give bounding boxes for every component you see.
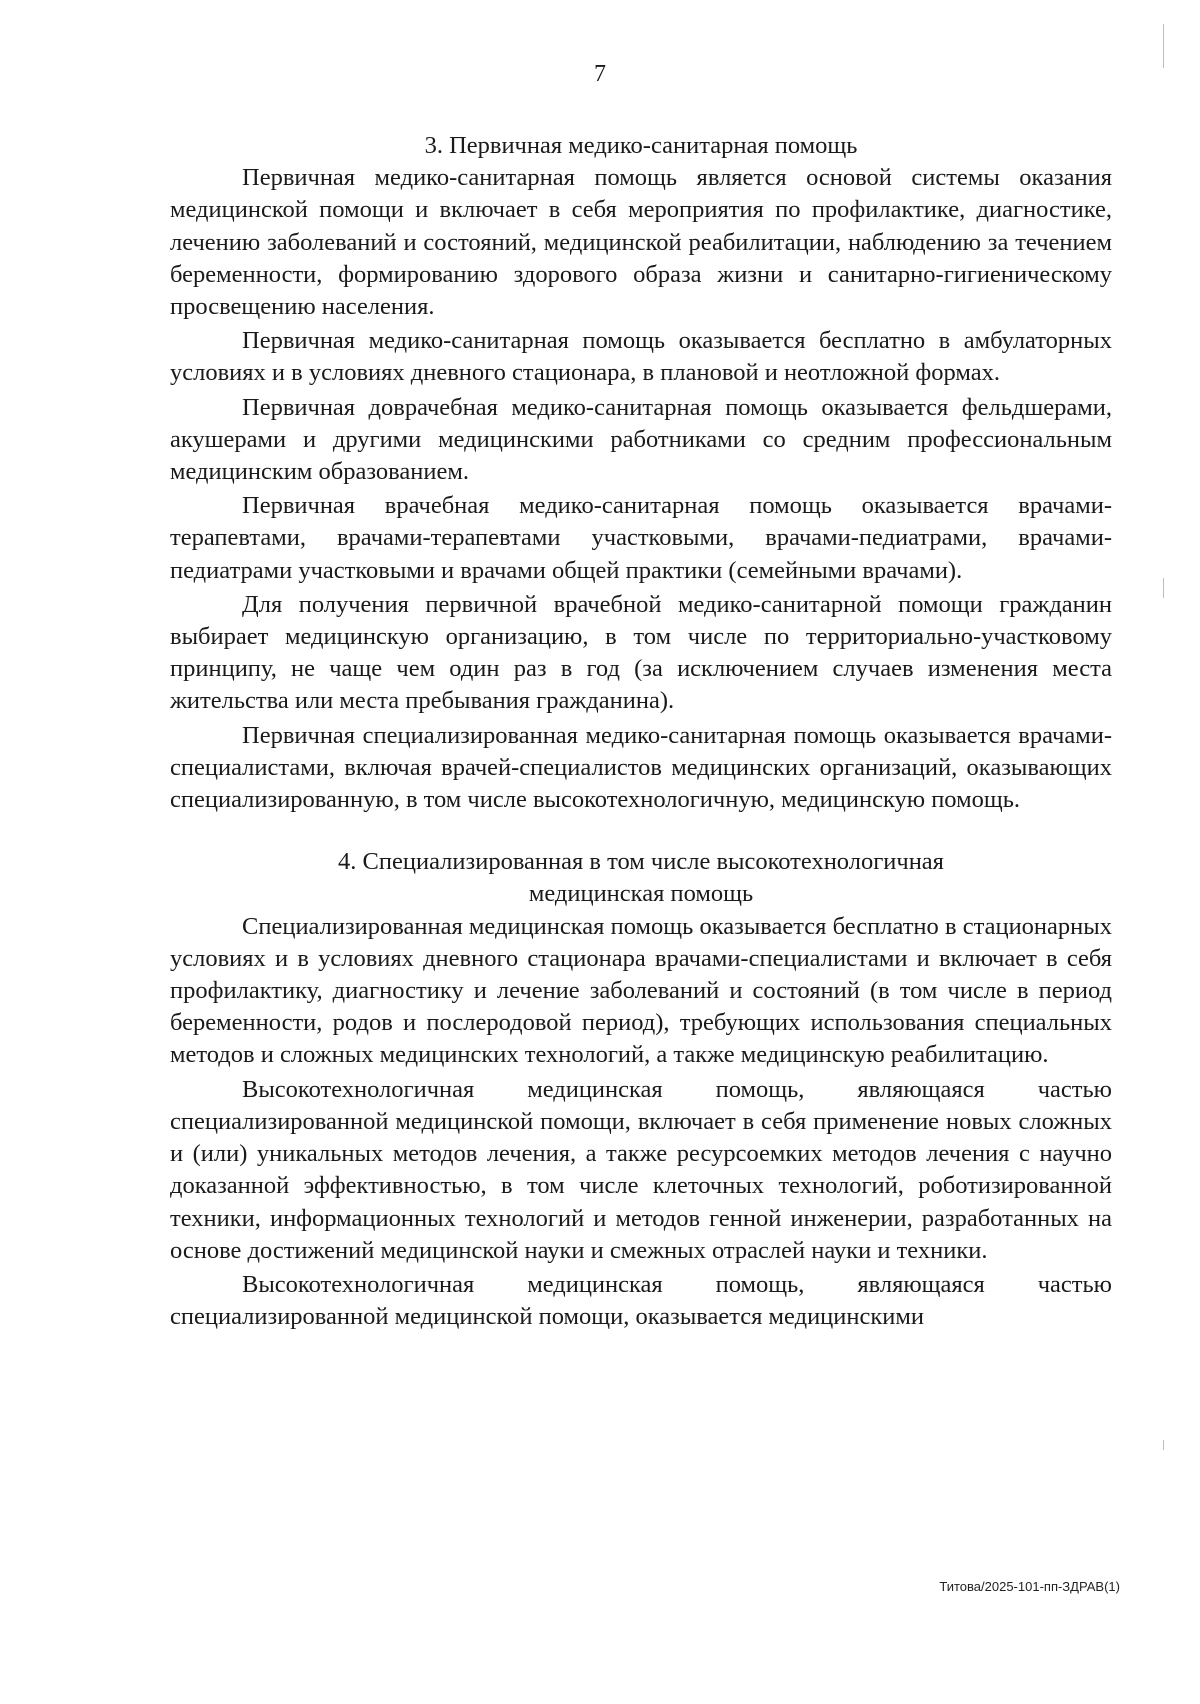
heading-line: 3. Первичная медико-санитарная помощь (424, 132, 858, 159)
paragraph: Первичная врачебная медико-санитарная помощь оказывается врачами-терапевтами, врачами-терапевтами участковыми, врачами-педиатрами, врачами-педиатрами участковыми и врачами общей практики (семейными врачами). (170, 492, 1112, 584)
section-primary-care (170, 130, 1112, 816)
section-heading (170, 846, 1112, 910)
document-reference-code: Титова/2025-101-пп-ЗДРАВ(1) (939, 1579, 1120, 1594)
page-number: 7 (594, 61, 606, 87)
paragraph: Специализированная медицинская помощь оказывается бесплатно в стационарных условиях и в условиях дневного стационара врачами-специалистами и включает в себя профилактику, диагностику и лечение заболеваний и состояний (в том числе в период беременности, родов и послеродовой период), требующих использования специальных методов и сложных медицинских технологий, а также медицинскую реабилитацию. (170, 912, 1112, 1069)
paragraph: Первичная медико-санитарная помощь оказывается бесплатно в амбулаторных условиях и в условиях дневного стационара, в плановой и неотложной формах. (170, 327, 1112, 387)
paragraph: Первичная медико-санитарная помощь является основой системы оказания медицинской помощи и включает в себя мероприятия по профилактике, диагностике, лечению заболеваний и состояний, медицинской реабилитации, наблюдению за течением беременности, формированию здорового образа жизни и санитарно-гигиеническому просвещению населения. (170, 164, 1112, 321)
paragraph: Для получения первичной врачебной медико-санитарной помощи гражданин выбирает медицинскую организацию, в том числе по территориально-участковому принципу, не чаще чем один раз в год (за исключением случаев изменения места жительства или места пребывания гражданина). (170, 590, 1112, 715)
section-specialized-care (170, 846, 1112, 1333)
heading-line: 4. Специализированная в том числе высокотехнологичная (338, 848, 944, 876)
paragraph: Высокотехнологичная медицинская помощь, являющаяся частью специализированной медицинской помощи, оказывается медицинскими (170, 1270, 1112, 1331)
paragraph: Высокотехнологичная медицинская помощь, являющаяся частью специализированной медицинской помощи, включает в себя применение новых сложных и (или) уникальных методов лечения, а также ресурсоемких методов лечения с научно доказанной эффективностью, в том числе клеточных технологий, роботизированной техники, информационных технологий и методов генной инженерии, разработанных на основе достижений медицинской науки и смежных отраслей науки и техники. (170, 1075, 1112, 1264)
scan-edge-mark (1163, 578, 1164, 598)
scan-edge-mark (1163, 1440, 1164, 1450)
paragraph: Первичная специализированная медико-санитарная помощь оказывается врачами-специалистами, включая врачей-специалистов медицинских организаций, оказывающих специализированную, в том числе высокотехнологичную, медицинскую помощь. (170, 721, 1112, 814)
section-gap (170, 816, 1112, 846)
section-heading (170, 130, 1112, 162)
heading-line: медицинская помощь (528, 880, 754, 908)
document-body (170, 130, 1112, 1333)
paragraph: Первичная доврачебная медико-санитарная помощь оказывается фельдшерами, акушерами и другими медицинскими работниками со средним профессиональным медицинским образованием. (170, 393, 1112, 486)
